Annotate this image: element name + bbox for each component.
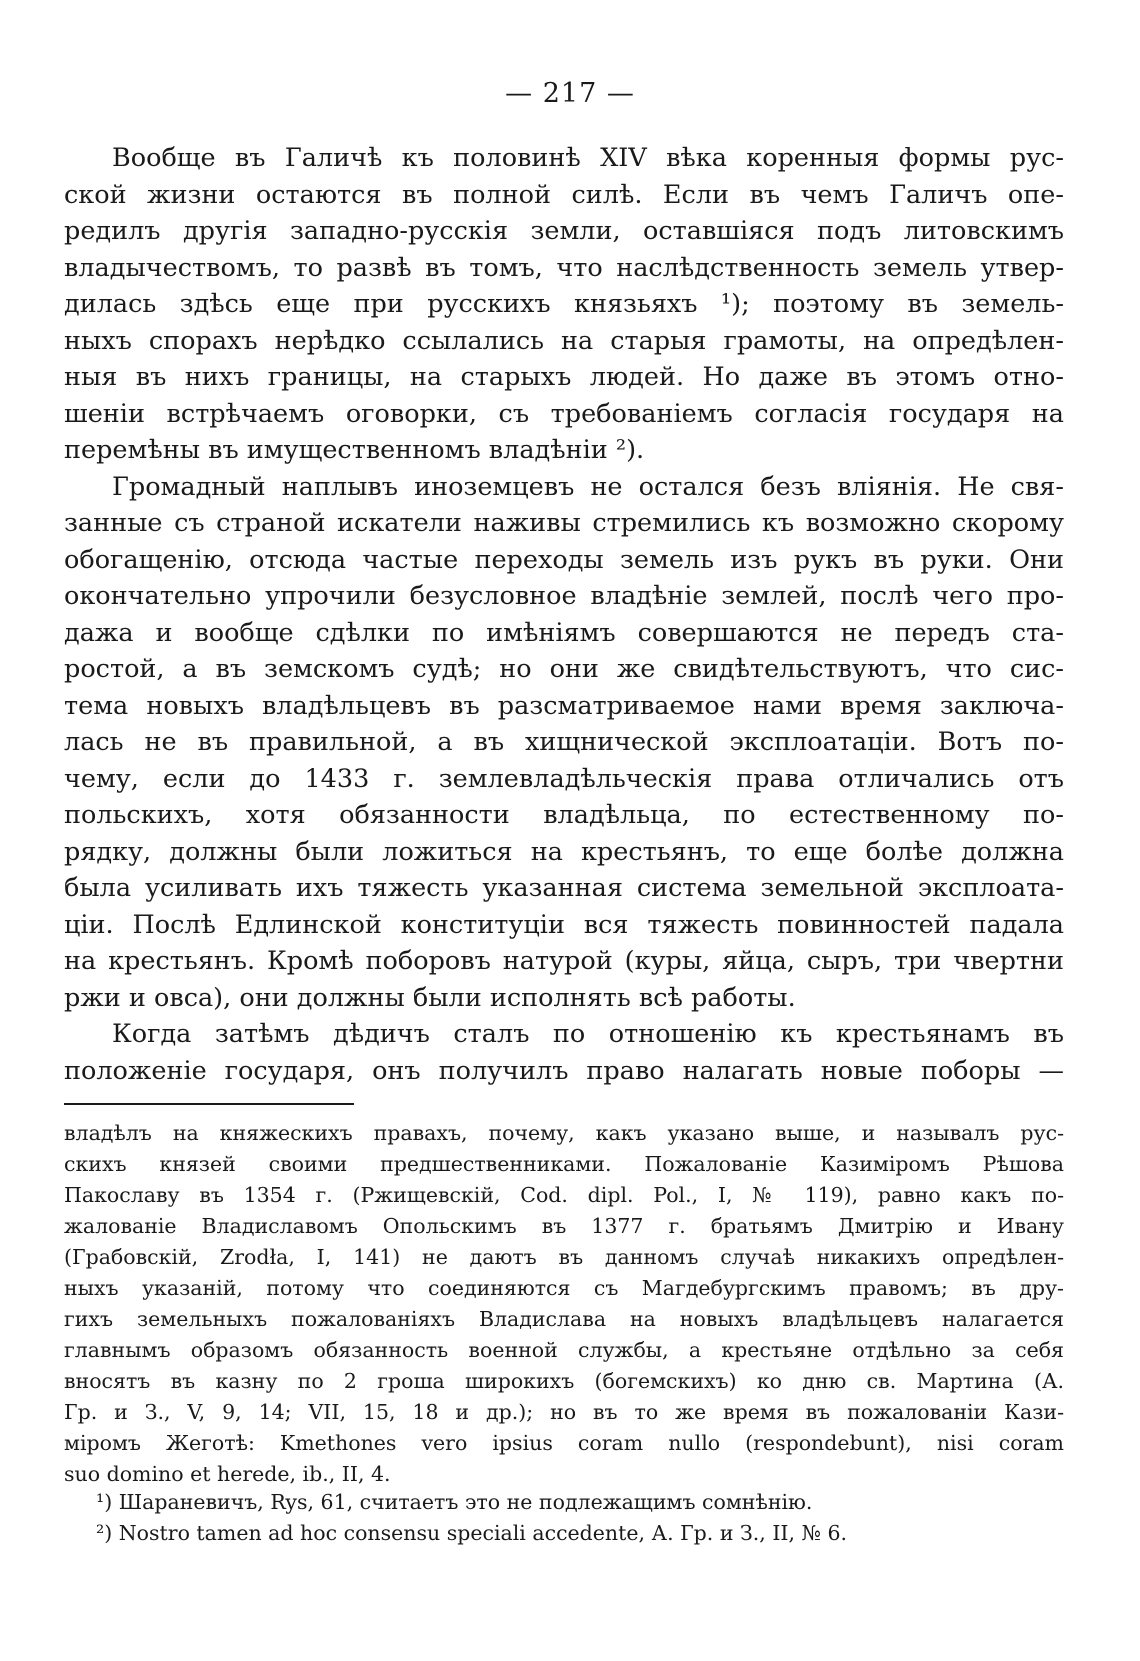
- text-line: Когда затѣмъ дѣдичъ сталъ по отношенію къ крестьянамъ въ: [112, 1019, 1064, 1049]
- note-line: Пакославу въ 1354 г. (Ржищевскій, Cod. dipl. Pol., I, № 119), равно какъ по-: [64, 1183, 1064, 1207]
- text-line: владычествомъ, то развѣ въ томъ, что наслѣдственность земель утвер-: [64, 252, 1064, 283]
- note-line: ныхъ указаній, потому что соединяются съ Магдебургскимъ правомъ; въ дру-: [64, 1276, 1064, 1300]
- text-line: Вообще въ Галичѣ къ половинѣ XIV вѣка коренныя формы рус-: [112, 143, 1064, 173]
- text-line: была усиливать ихъ тяжесть указанная система земельной эксплоата-: [64, 873, 1064, 903]
- footnotes: [96, 1487, 1064, 1549]
- note-line: міромъ Жеготѣ: Kmethones vero ipsius coram nullo (respondebunt), nisi coram: [64, 1431, 1064, 1455]
- text-line: окончательно упрочили безусловное владѣніе землей, послѣ чего про-: [64, 581, 1064, 611]
- text-line: положеніе государя, онъ получилъ право налагать новые поборы —: [64, 1055, 1064, 1086]
- text-line: польскихъ, хотя обязанности владѣльца, по естественному по-: [64, 800, 1064, 830]
- text-line: занные съ страной искатели наживы стремились къ возможно скорому: [64, 508, 1064, 538]
- note-line: (Грабовскій, Zrodła, I, 141) не даютъ въ данномъ случаѣ никакихъ опредѣлен-: [64, 1245, 1064, 1269]
- text-line: дилась здѣсь еще при русскихъ князьяхъ ¹); поэтому въ земель-: [64, 289, 1064, 319]
- footnote-2: ²) Nostro tamen ad hoc consensu speciali accedente, А. Гр. и З., II, № 6.: [96, 1521, 848, 1545]
- text-line: ціи. Послѣ Едлинской конституціи вся тяжесть повинностей падала: [64, 909, 1064, 940]
- note-line: владѣлъ на княжескихъ правахъ, почему, какъ указано выше, и называлъ рус-: [64, 1121, 1064, 1145]
- text-line: рядку, должны были ложиться на крестьянъ, то еще болѣе должна: [64, 836, 1064, 867]
- note-line: скихъ князей своими предшественниками. Пожалованіе Казиміромъ Рѣшова: [64, 1152, 1064, 1176]
- text-line: обогащенію, отсюда частые переходы земель изъ рукъ въ руки. Они: [64, 544, 1064, 575]
- main-text: [64, 140, 1064, 1089]
- text-line: Громадный наплывъ иноземцевъ не остался безъ вліянія. Не свя-: [112, 471, 1064, 502]
- text-line: дажа и вообще сдѣлки по имѣніямъ совершаются не передъ ста-: [64, 617, 1064, 648]
- text-line: тема новыхъ владѣльцевъ въ разсматриваемое нами время заключа-: [64, 690, 1064, 721]
- continued-footnote: [64, 1118, 1064, 1490]
- footnote-divider: [64, 1103, 354, 1105]
- note-line: вносятъ въ казну по 2 гроша широкихъ (богемскихъ) ко дню св. Мартина (А.: [64, 1369, 1064, 1393]
- note-line: Гр. и З., V, 9, 14; VII, 15, 18 и др.); но въ то же время въ пожалованіи Кази-: [64, 1400, 1064, 1424]
- text-line: шеніи встрѣчаемъ оговорки, съ требованіемъ согласія государя на: [64, 398, 1064, 429]
- note-line: главнымъ образомъ обязанность военной службы, а крестьяне отдѣльно за себя: [64, 1338, 1064, 1362]
- text-line: на крестьянъ. Кромѣ поборовъ натурой (куры, яйца, сыръ, три чвертни: [64, 946, 1064, 976]
- page-number: — 217 —: [505, 78, 635, 109]
- note-line: гихъ земельныхъ пожалованіяхъ Владислава на новыхъ владѣльцевъ налагается: [64, 1307, 1064, 1331]
- note-line: жалованіе Владиславомъ Опольскимъ въ 1377 г. братьямъ Дмитрію и Ивану: [64, 1214, 1064, 1238]
- text-line: чему, если до 1433 г. землевладѣльческія права отличались отъ: [64, 763, 1064, 794]
- text-line: перемѣны въ имущественномъ владѣніи ²).: [64, 435, 645, 465]
- text-line: ской жизни остаются въ полной силѣ. Если въ чемъ Галичъ опе-: [64, 179, 1064, 210]
- note-line: suo domino et herede, ib., II, 4.: [64, 1462, 391, 1486]
- text-line: ростой, а въ земскомъ судѣ; но они же свидѣтельствуютъ, что сис-: [64, 654, 1064, 684]
- text-line: редилъ другія западно-русскія земли, оставшіяся подъ литовскимъ: [64, 216, 1064, 246]
- text-line: ныхъ спорахъ нерѣдко ссылались на старыя грамоты, на опредѣлен-: [64, 325, 1064, 356]
- text-line: ржи и овса), они должны были исполнять всѣ работы.: [64, 982, 796, 1013]
- footnote-1: ¹) Шараневичъ, Rys, 61, считаетъ это не подлежащимъ сомнѣнію.: [96, 1490, 813, 1514]
- text-line: лась не въ правильной, а въ хищнической эксплоатаціи. Вотъ по-: [64, 727, 1064, 757]
- text-line: ныя въ нихъ границы, на старыхъ людей. Но даже въ этомъ отно-: [64, 362, 1064, 392]
